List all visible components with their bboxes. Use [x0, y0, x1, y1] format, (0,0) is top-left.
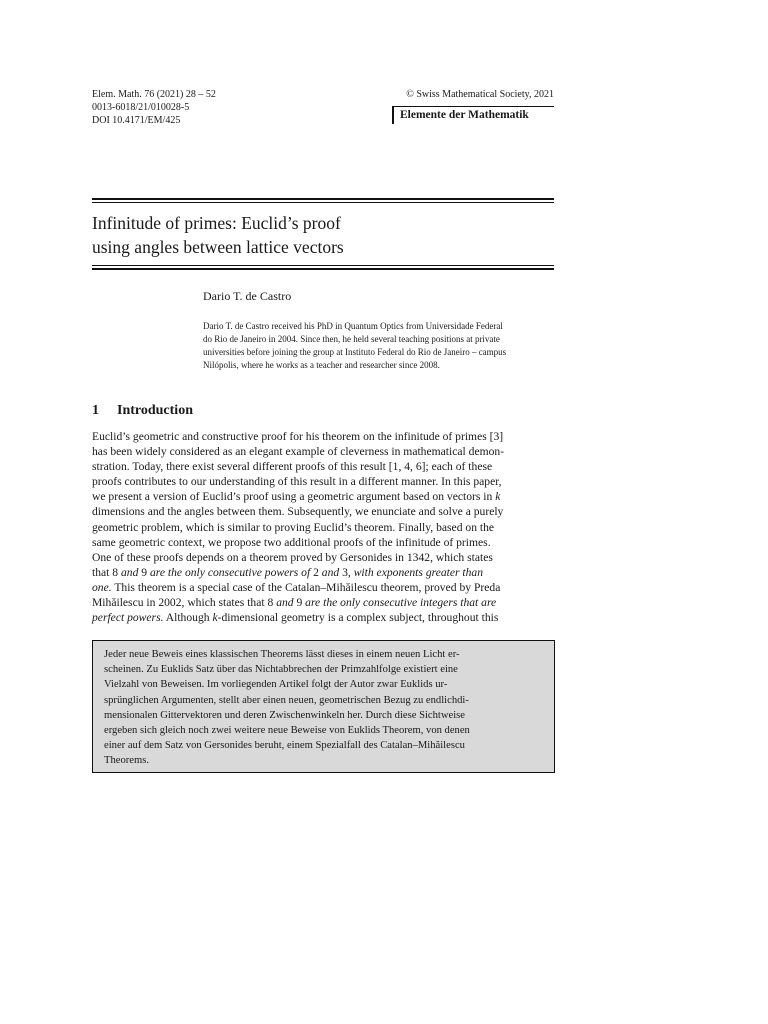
- publication-info: [92, 88, 312, 127]
- abstract-line: einer auf dem Satz von Gersonides beruht, einem Spezialfall des Catalan–Mihăilescu: [104, 740, 465, 752]
- section-number: 1: [92, 403, 99, 418]
- bio-line: universities before joining the group at Instituto Federal do Rio de Janeiro – campus: [203, 347, 507, 357]
- bio-line: do Rio de Janeiro in 2004. Since then, he held several teaching positions at private: [203, 334, 500, 344]
- journal-citation: Elem. Math. 76 (2021) 28 – 52: [92, 89, 216, 100]
- bio-line: Dario T. de Castro received his PhD in Quantum Optics from Universidade Federal: [203, 321, 503, 331]
- title-rule-bottom-thin: [92, 265, 554, 266]
- issn: 0013-6018/21/010028-5: [92, 102, 190, 113]
- abstract-line: sprünglichen Argumenten, stellt aber einen neuen, geometrischen Bezug zu endlichdi-: [104, 694, 469, 706]
- text-line: perfect powers. Although k-dimensional geometry is a complex subject, throughout this: [92, 611, 499, 625]
- text-line: that 8 and 9 are the only consecutive powers of 2 and 3, with exponents greater than: [92, 565, 484, 579]
- text-line: geometric problem, which is similar to proving Euclid’s theorem. Finally, based on the: [92, 520, 495, 534]
- abstract-line: Jeder neue Beweis eines klassischen Theorems lässt dieses in einem neuen Licht er-: [104, 649, 460, 660]
- text-line: Mihăilescu in 2002, which states that 8 and 9 are the only consecutive integers that are: [92, 596, 497, 610]
- text-line: stration. Today, there exist several different proofs of this result [1, 4, 6]; each of these: [92, 460, 493, 474]
- author-name: Dario T. de Castro: [203, 289, 292, 303]
- copyright-notice: © Swiss Mathematical Society, 2021: [406, 89, 554, 100]
- text-line: has been widely considered as an elegant example of cleverness in mathematical demon-: [92, 445, 505, 459]
- german-abstract: [104, 647, 545, 769]
- title-rule-bottom: [92, 268, 554, 270]
- journal-name-box: [392, 106, 554, 124]
- text-line: one. This theorem is a special case of the Catalan–Mihăilescu theorem, proved by Preda: [92, 580, 501, 594]
- doi: DOI 10.4171/EM/425: [92, 115, 181, 126]
- abstract-line: mensionalen Gittervektoren und deren Zwischenwinkeln her. Durch diese Sichtweise: [104, 709, 465, 721]
- text-line: dimensions and the angles between them. Subsequently, we enunciate and solve a purely: [92, 505, 504, 519]
- german-abstract-box: [92, 640, 555, 773]
- paper-title: [92, 211, 554, 259]
- bio-line: Nilópolis, where he works as a teacher and researcher since 2008.: [203, 360, 440, 370]
- text-line: Euclid’s geometric and constructive proof for his theorem on the infinitude of primes [3]: [92, 430, 504, 443]
- title-line: Infinitude of primes: Euclid’s proof: [92, 213, 341, 233]
- text-line: One of these proofs depends on a theorem proved by Gersonides in 1342, which states: [92, 550, 493, 564]
- title-rule-top: [92, 198, 554, 200]
- title-rule-top-thin: [92, 202, 554, 203]
- abstract-line: Theorems.: [104, 755, 150, 767]
- title-line: using angles between lattice vectors: [92, 237, 344, 257]
- body-paragraph: [92, 429, 554, 625]
- text-line: same geometric context, we propose two additional proofs of the infinitude of primes.: [92, 535, 491, 549]
- abstract-line: scheinen. Zu Euklids Satz über das Nichtabbrechen der Primzahlfolge existiert eine: [104, 664, 458, 676]
- journal-name: Elemente der Mathematik: [400, 109, 529, 121]
- section-title: Introduction: [117, 403, 193, 418]
- author-bio: [203, 320, 554, 372]
- text-line: proofs contributes to our understanding of this result in a different manner. In this paper,: [92, 475, 502, 489]
- abstract-line: ergeben sich gleich noch zwei weitere neue Beweise von Euklids Theorem, von denen: [104, 725, 470, 737]
- text-line: we present a version of Euclid’s proof using a geometric argument based on vectors in k: [92, 490, 501, 504]
- abstract-line: Vielzahl von Beweisen. Im vorliegenden Artikel folgt der Autor zwar Euklids ur-: [104, 679, 448, 691]
- section-heading: [92, 403, 193, 419]
